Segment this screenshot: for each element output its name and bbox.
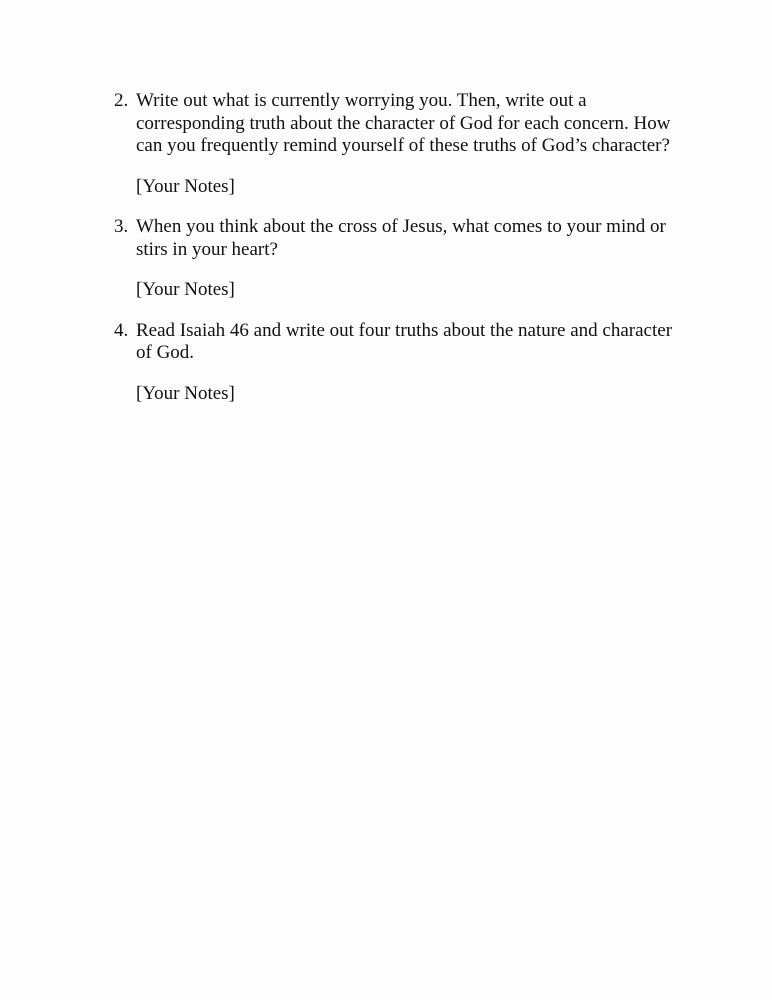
question-text	[136, 90, 714, 158]
question-text	[136, 216, 714, 261]
question-text-line: Write out what is currently worrying you. Then, write out a	[136, 90, 587, 111]
question-item	[114, 90, 714, 198]
notes-placeholder[interactable]: [Your Notes]	[136, 279, 235, 300]
question-text-line: Read Isaiah 46 and write out four truths about the nature and character	[136, 319, 673, 341]
question-item	[114, 216, 714, 302]
question-item	[114, 320, 714, 406]
question-text-line: stirs in your heart?	[136, 238, 278, 260]
question-number: 4.	[114, 319, 129, 341]
question-number: 3.	[114, 216, 129, 237]
notes-placeholder[interactable]: [Your Notes]	[136, 175, 235, 197]
question-text	[136, 320, 714, 365]
question-number: 2.	[114, 90, 129, 111]
question-list	[114, 90, 714, 423]
question-text-line: can you frequently remind yourself of these truths of God’s character?	[136, 135, 670, 156]
question-text-line: corresponding truth about the character of God for each concern. How	[136, 112, 671, 134]
question-text-line: When you think about the cross of Jesus, what comes to your mind or	[136, 216, 666, 237]
notes-placeholder[interactable]: [Your Notes]	[136, 382, 235, 404]
question-text-line: of God.	[136, 342, 195, 363]
